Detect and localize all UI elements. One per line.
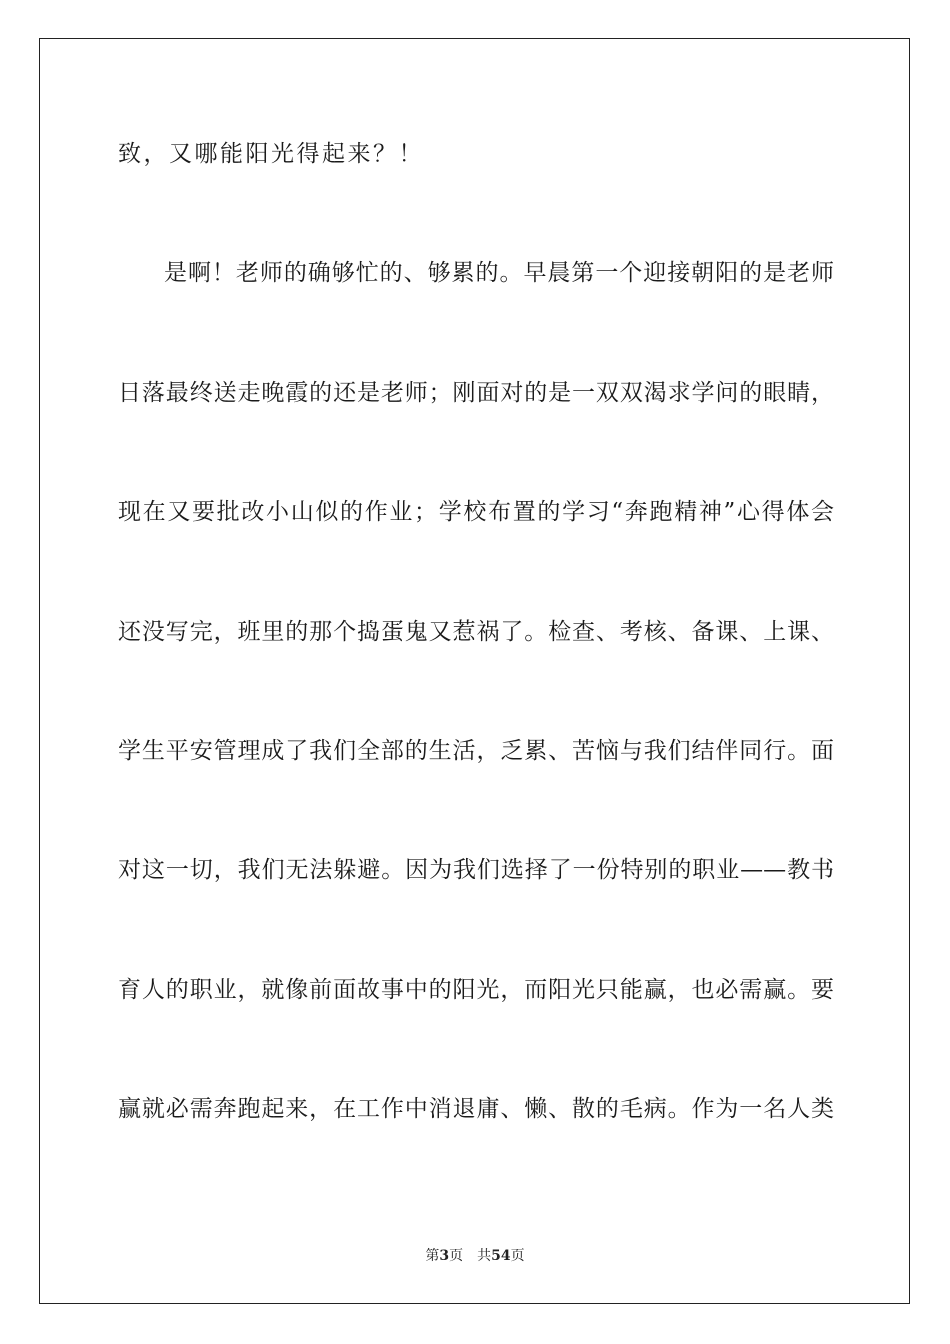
total-suffix: 页 — [510, 1248, 525, 1264]
text-line-6: 学生平安管理成了我们全部的生活，乏累、苦恼与我们结伴同行。面 — [118, 738, 834, 764]
page-suffix: 页 — [449, 1248, 464, 1264]
text-line-1: 致，又哪能阳光得起来？！ — [118, 141, 424, 167]
page-footer — [0, 1247, 950, 1265]
page-prefix: 第 — [425, 1248, 440, 1264]
text-line-8: 育人的职业，就像前面故事中的阳光，而阳光只能赢，也必需赢。要 — [118, 977, 834, 1003]
text-line-5: 还没写完，班里的那个捣蛋鬼又惹祸了。检查、考核、备课、上课、 — [118, 619, 834, 645]
text-line-7: 对这一切，我们无法躲避。因为我们选择了一份特别的职业——教书 — [118, 857, 834, 883]
total-prefix: 共 — [477, 1248, 492, 1264]
total-pages: 54 — [491, 1248, 511, 1264]
paragraph-first-line: 是啊！老师的确够忙的、够累的。早晨第一个迎接朝阳的是老师 — [164, 260, 834, 286]
text-line-4: 现在又要批改小山似的作业；学校布置的学习“奔跑精神”心得体会 — [118, 499, 834, 525]
page-number: 3 — [439, 1248, 450, 1264]
text-line-9: 赢就必需奔跑起来，在工作中消退庸、懒、散的毛病。作为一名人类 — [118, 1096, 834, 1122]
text-line-3: 日落最终送走晚霞的还是老师；刚面对的是一双双渴求学问的眼睛， — [118, 380, 834, 406]
